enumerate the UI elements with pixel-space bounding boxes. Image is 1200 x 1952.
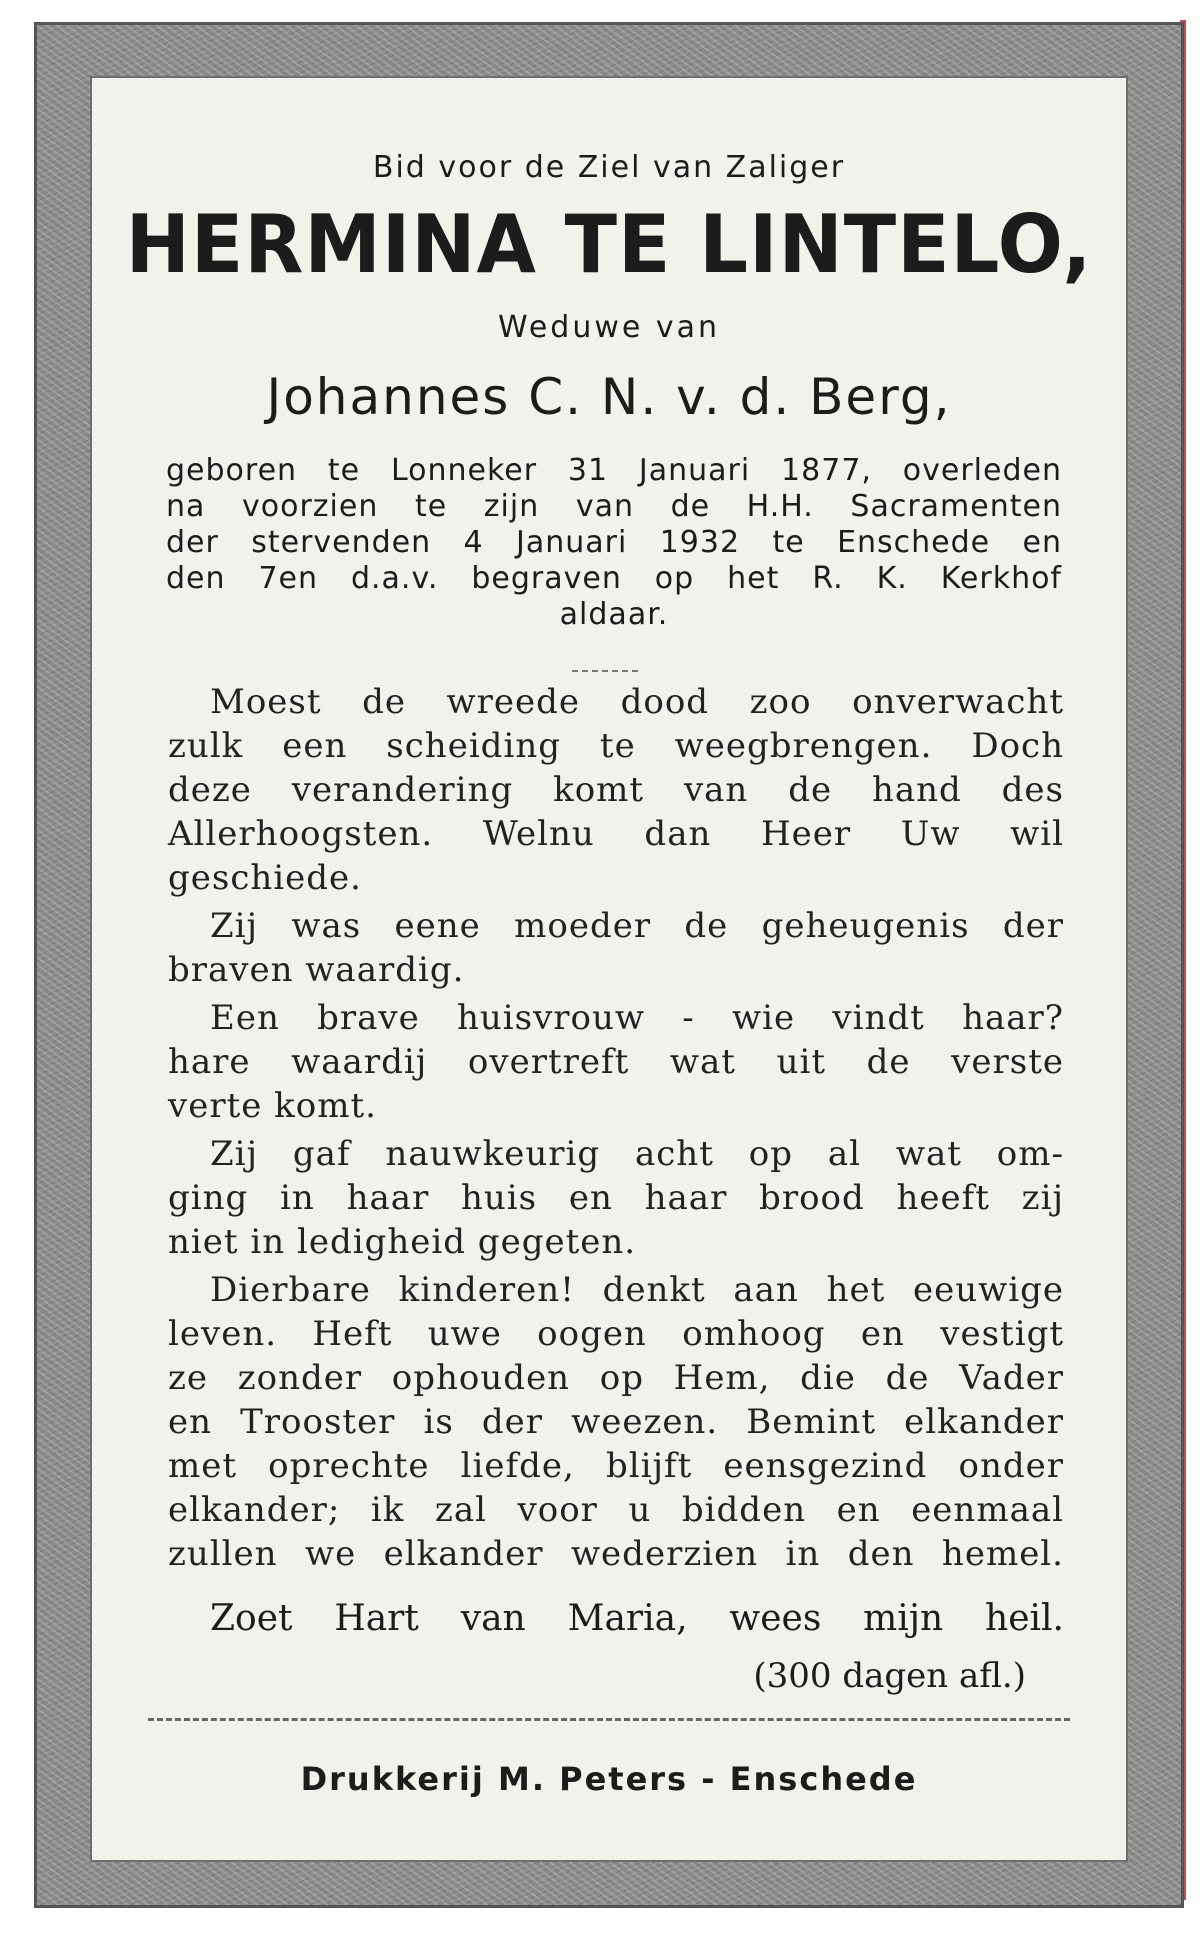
verse-line: deze verandering komt van de hand des bbox=[168, 770, 1064, 810]
widow-label: Weduwe van bbox=[497, 310, 721, 345]
verse-line: Zij was eene moeder de geheugenis der bbox=[210, 906, 1064, 946]
verse-line: met oprechte liefde, blijft eensgezind onder bbox=[168, 1446, 1064, 1486]
verse-line: ging in haar huis en haar brood heeft zij bbox=[168, 1178, 1064, 1218]
bio-line: aldaar. bbox=[559, 597, 669, 632]
card-content bbox=[92, 78, 1126, 1860]
verse-line: Moest de wreede dood zoo onverwacht bbox=[210, 682, 1064, 722]
bio-line: den 7en d.a.v. begraven op het R. K. Kerkhof bbox=[166, 561, 1062, 596]
footer-rule bbox=[148, 1718, 1070, 1721]
husband-name: Johannes C. N. v. d. Berg, bbox=[266, 368, 952, 426]
verse-line: zulk een scheiding te weegbrengen. Doch bbox=[168, 726, 1064, 766]
verse-line: niet in ledigheid gegeten. bbox=[168, 1222, 637, 1262]
verse-line: hare waardij overtreft wat uit de verste bbox=[168, 1042, 1064, 1082]
verse-line: geschiede. bbox=[168, 858, 362, 898]
verse-line: ze zonder ophouden op Hem, die de Vader bbox=[168, 1358, 1064, 1398]
verse-line: elkander; ik zal voor u bidden en eenmaal bbox=[168, 1490, 1064, 1530]
verse-line: Zij gaf nauwkeurig acht op al wat om- bbox=[210, 1134, 1064, 1174]
bio-line: na voorzien te zijn van de H.H. Sacramenten bbox=[166, 489, 1062, 524]
mourning-card bbox=[92, 78, 1126, 1860]
verse-line: braven waardig. bbox=[168, 950, 465, 990]
verse-line: Dierbare kinderen! denkt aan het eeuwige bbox=[210, 1270, 1064, 1310]
verse-line: leven. Heft uwe oogen omhoog en vestigt bbox=[168, 1314, 1064, 1354]
ornament-rule bbox=[572, 670, 638, 672]
verse-line: en Trooster is der weezen. Bemint elkander bbox=[168, 1402, 1064, 1442]
verse-line: zullen we elkander wederzien in den hemel. bbox=[168, 1534, 1064, 1574]
indulgence-note: (300 dagen afl.) bbox=[753, 1656, 1026, 1696]
verse-line: Allerhoogsten. Welnu dan Heer Uw wil bbox=[168, 814, 1064, 854]
printer-credit: Drukkerij M. Peters - Enschede bbox=[300, 1760, 918, 1798]
verse-line: Een brave huisvrouw - wie vindt haar? bbox=[210, 998, 1064, 1038]
bio-line: geboren te Lonneker 31 Januari 1877, overleden bbox=[166, 453, 1062, 488]
prayer-invocation: Zoet Hart van Maria, wees mijn heil. bbox=[210, 1598, 1064, 1639]
card-header: Bid voor de Ziel van Zaliger bbox=[372, 150, 846, 185]
verse-line: verte komt. bbox=[168, 1086, 377, 1126]
bio-line: der stervenden 4 Januari 1932 te Enschede en bbox=[166, 525, 1062, 560]
deceased-name: HERMINA TE LINTELO, bbox=[125, 198, 1093, 291]
